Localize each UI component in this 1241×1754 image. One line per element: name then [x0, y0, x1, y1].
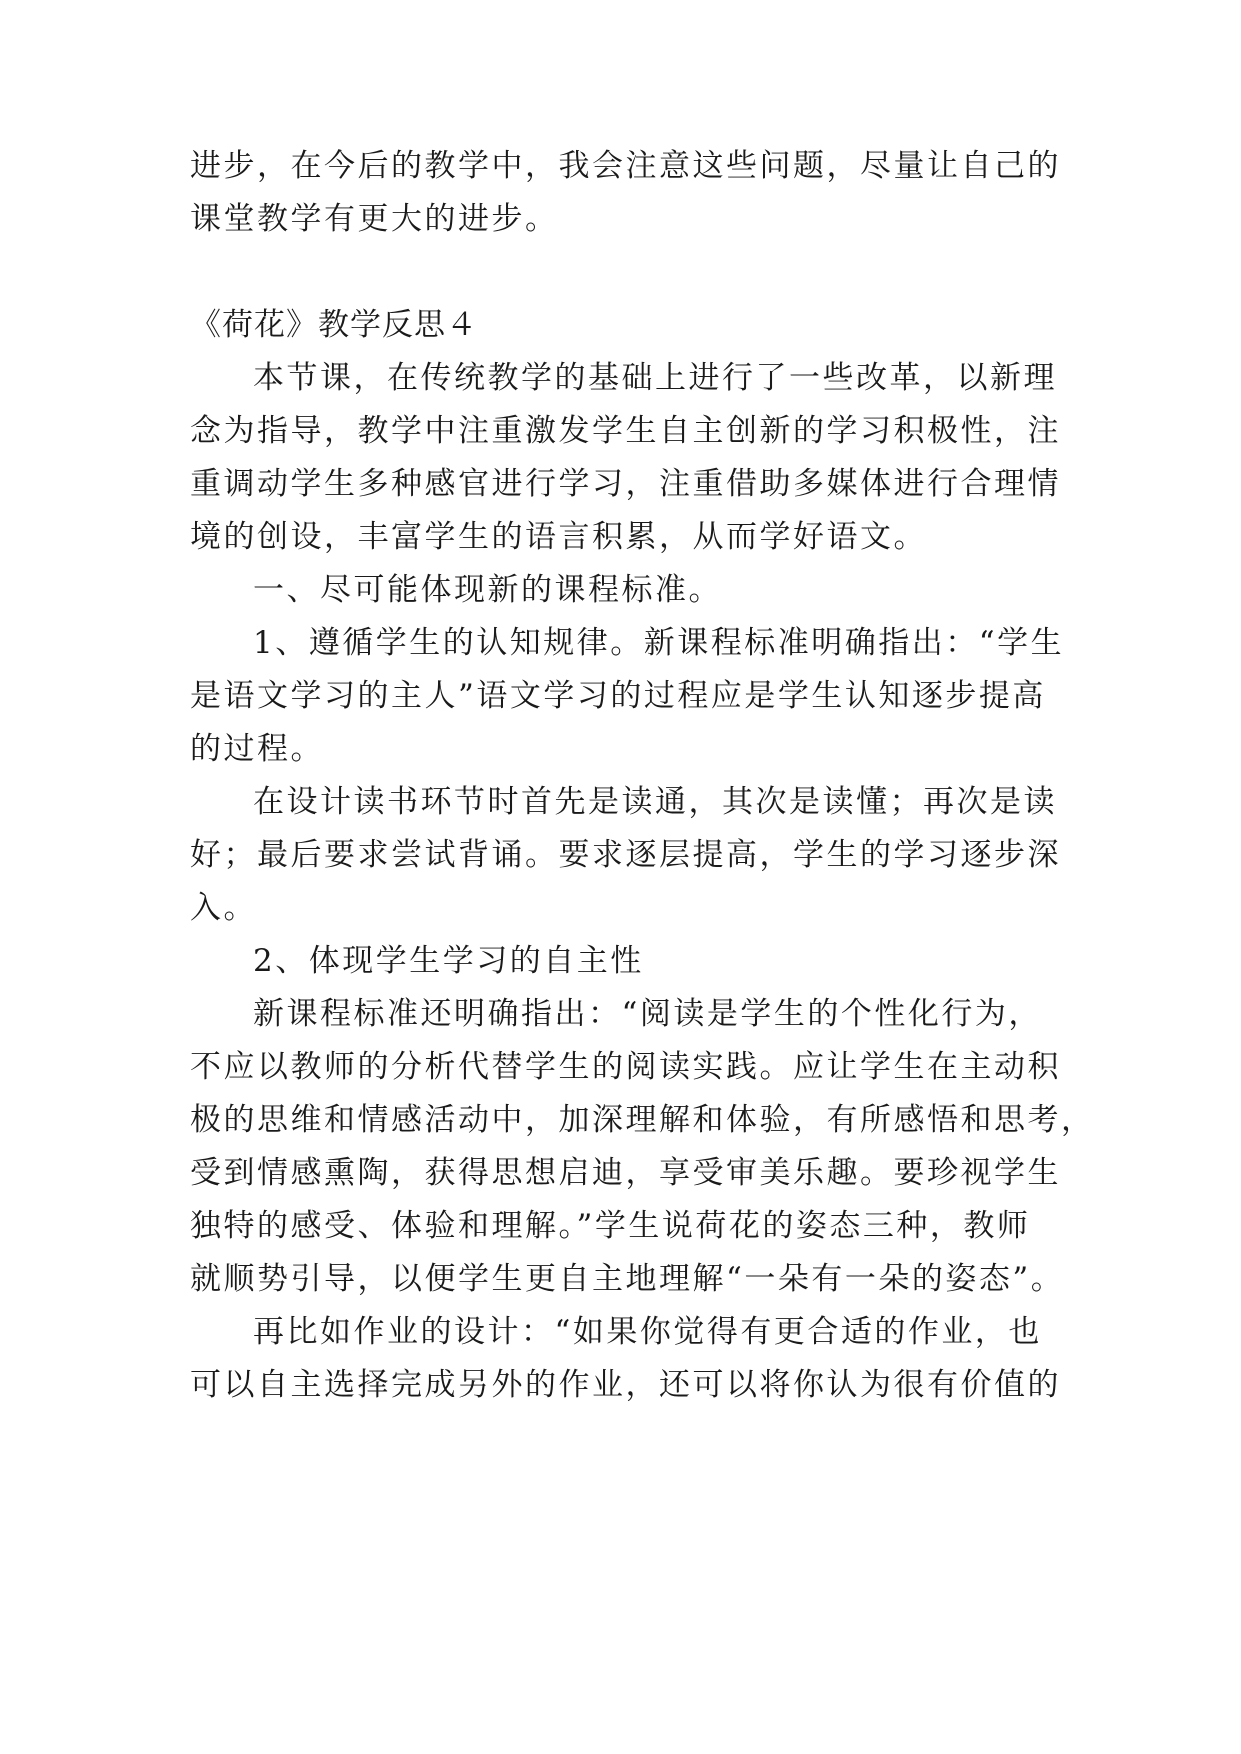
text-line: 进步，在今后的教学中，我会注意这些问题，尽量让自己的 — [190, 148, 1061, 184]
text-line: 独特的感受、体验和理解。”学生说荷花的姿态三种，教师 — [190, 1208, 1031, 1244]
text-line: 入。 — [190, 890, 257, 926]
text-line: 是语文学习的主人”语文学习的过程应是学生认知逐步提高 — [190, 678, 1046, 714]
text-line: 1、遵循学生的认知规律。新课程标准明确指出：“学生 — [253, 625, 1065, 661]
text-line: 可以自主选择完成另外的作业，还可以将你认为很有价值的 — [190, 1367, 1061, 1403]
text-line: 就顺势引导，以便学生更自主地理解“一朵有一朵的姿态”。 — [190, 1261, 1065, 1297]
text-line: 好；最后要求尝试背诵。要求逐层提高，学生的学习逐步深 — [190, 837, 1061, 873]
text-line: 的过程。 — [190, 731, 324, 767]
section-title: 《荷花》教学反思４ — [190, 307, 478, 343]
text-line: 本节课，在传统教学的基础上进行了一些改革，以新理 — [253, 360, 1057, 396]
text-line: 极的思维和情感活动中，加深理解和体验，有所感悟和思考， — [190, 1102, 1095, 1138]
heading-line: 2、体现学生学习的自主性 — [253, 943, 644, 979]
text-line: 念为指导，教学中注重激发学生自主创新的学习积极性，注 — [190, 413, 1061, 449]
text-line: 再比如作业的设计：“如果你觉得有更合适的作业，也 — [253, 1314, 1042, 1350]
text-line: 受到情感熏陶，获得思想启迪，享受审美乐趣。要珍视学生 — [190, 1155, 1061, 1191]
text-line: 在设计读书环节时首先是读通，其次是读懂；再次是读 — [253, 784, 1057, 820]
text-line: 不应以教师的分析代替学生的阅读实践。应让学生在主动积 — [190, 1049, 1061, 1085]
text-line: 新课程标准还明确指出：“阅读是学生的个性化行为， — [253, 996, 1042, 1032]
heading-line: 一、尽可能体现新的课程标准。 — [253, 572, 722, 608]
text-line: 课堂教学有更大的进步。 — [190, 201, 559, 237]
text-line: 重调动学生多种感官进行学习，注重借助多媒体进行合理情 — [190, 466, 1061, 502]
text-line: 境的创设，丰富学生的语言积累，从而学好语文。 — [190, 519, 927, 555]
